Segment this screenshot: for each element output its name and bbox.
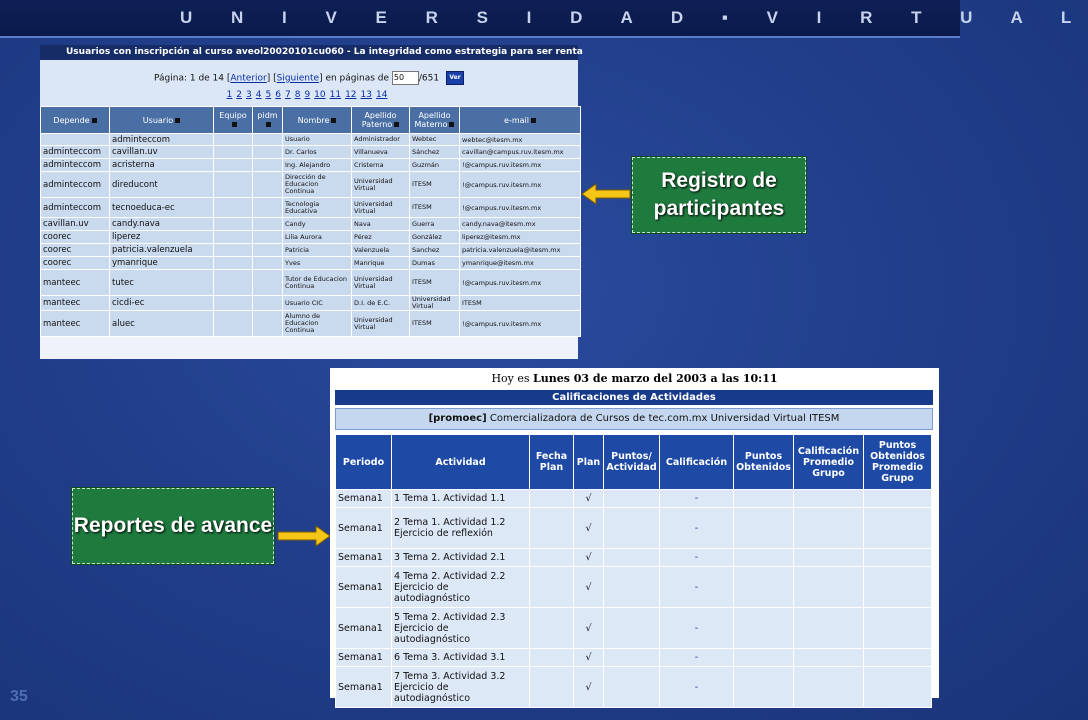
col-nombre[interactable]: Nombre	[283, 107, 352, 134]
cell-paterno: Manrique	[352, 257, 410, 270]
next-link[interactable]: Siguiente	[276, 73, 320, 84]
cell-depende: manteec	[41, 311, 110, 337]
page-link[interactable]: 7	[284, 90, 291, 100]
cell-equipo	[214, 270, 253, 296]
cell-depende: coorec	[41, 257, 110, 270]
calificacion-cell[interactable]: -	[660, 508, 734, 549]
cell-materno: Webtec	[410, 134, 460, 146]
cell-materno: González	[410, 231, 460, 244]
page-link[interactable]: 1	[226, 90, 233, 100]
puntos-obtenidos-cell	[734, 508, 794, 549]
cell-equipo	[214, 311, 253, 337]
page-link[interactable]: 4	[255, 90, 262, 100]
cell-depende	[41, 134, 110, 146]
calif-promedio-cell	[794, 490, 864, 508]
cell-equipo	[214, 231, 253, 244]
calificacion-cell[interactable]: -	[660, 567, 734, 608]
page-link[interactable]: 13	[360, 90, 372, 100]
page-link[interactable]: 2	[236, 90, 243, 100]
cell-email: !@campus.ruv.itesm.mx	[460, 198, 581, 218]
grades-table	[335, 434, 932, 708]
cell-usuario: patricia.valenzuela	[110, 244, 214, 257]
registration-header: Usuarios con inscripción al curso aveol20020101cu060 - La integridad como estrategia para ser renta	[40, 45, 578, 60]
cell-equipo	[214, 296, 253, 311]
periodo-cell: Semana1	[336, 490, 392, 508]
cell-nombre: Alumno de Educacion Continua	[283, 311, 352, 337]
cell-usuario: acristerna	[110, 159, 214, 172]
per-page-input[interactable]: 50	[392, 71, 419, 85]
cell-nombre: Usuario CIC	[283, 296, 352, 311]
cell-materno: Sánchez	[410, 146, 460, 159]
cell-pidm	[253, 296, 283, 311]
reports-panel	[330, 368, 939, 704]
puntos-obtenidos-cell	[734, 649, 794, 667]
slide-number: 35	[10, 688, 28, 705]
cell-nombre: Tecnologia Educativa	[283, 198, 352, 218]
periodo-cell: Semana1	[336, 608, 392, 649]
table-row[interactable]	[41, 244, 581, 257]
page-link[interactable]: 6	[275, 90, 281, 100]
page-link[interactable]: 3	[246, 90, 252, 100]
cell-paterno: Universidad Virtual	[352, 270, 410, 296]
cell-equipo	[214, 218, 253, 231]
fecha-plan-cell	[530, 549, 574, 567]
grades-table-header	[336, 435, 932, 490]
fecha-plan-cell	[530, 608, 574, 649]
table-row[interactable]	[41, 296, 581, 311]
sort-icon[interactable]	[266, 122, 271, 127]
cell-materno: Dumas	[410, 257, 460, 270]
puntos-promedio-cell	[864, 608, 932, 649]
periodo-cell: Semana1	[336, 567, 392, 608]
col-paterno[interactable]: Apellido Paterno	[352, 107, 410, 134]
cell-usuario: tutec	[110, 270, 214, 296]
cell-equipo	[214, 257, 253, 270]
cell-materno: ITESM	[410, 311, 460, 337]
cell-depende: coorec	[41, 244, 110, 257]
col-usuario[interactable]: Usuario	[110, 107, 214, 134]
calificacion-cell[interactable]: -	[660, 608, 734, 649]
puntos-promedio-cell	[864, 649, 932, 667]
registration-panel	[40, 45, 583, 359]
calif-promedio-cell	[794, 667, 864, 708]
fecha-plan-cell	[530, 667, 574, 708]
cell-usuario: cavillan.uv	[110, 146, 214, 159]
table-row[interactable]	[41, 172, 581, 198]
cell-nombre: Patricia	[283, 244, 352, 257]
cell-usuario: cicdi-ec	[110, 296, 214, 311]
periodo-cell: Semana1	[336, 549, 392, 567]
page-label: Página: 1 de 14 [	[154, 73, 231, 84]
col-equipo[interactable]: Equipo	[214, 107, 253, 134]
table-row[interactable]	[41, 311, 581, 337]
cell-email: !@campus.ruv.itesm.mx	[460, 311, 581, 337]
callout-registro: Registro de participantes	[632, 157, 806, 233]
puntos-promedio-cell	[864, 508, 932, 549]
cell-pidm	[253, 270, 283, 296]
activity-cell: 5 Tema 2. Actividad 2.3 Ejercicio de autodiagnóstico	[392, 608, 530, 649]
plan-check-icon: √	[574, 549, 604, 567]
table-row[interactable]	[41, 218, 581, 231]
cell-equipo	[214, 172, 253, 198]
cell-nombre: Ing. Alejandro	[283, 159, 352, 172]
reports-header: Calificaciones de Actividades	[335, 390, 933, 405]
table-row[interactable]	[41, 257, 581, 270]
col-header: Actividad	[392, 435, 530, 490]
cell-usuario: liperez	[110, 231, 214, 244]
cell-paterno: Universidad Virtual	[352, 198, 410, 218]
periodo-cell: Semana1	[336, 667, 392, 708]
periodo-cell: Semana1	[336, 508, 392, 549]
puntos-cell	[604, 549, 660, 567]
fecha-plan-cell	[530, 490, 574, 508]
activity-cell: 7 Tema 3. Actividad 3.2 Ejercicio de autodiagnóstico	[392, 667, 530, 708]
puntos-cell	[604, 649, 660, 667]
plan-check-icon: √	[574, 567, 604, 608]
sort-icon[interactable]	[449, 122, 454, 127]
total-count: /651	[418, 73, 440, 84]
puntos-cell	[604, 490, 660, 508]
calificacion-cell[interactable]: -	[660, 549, 734, 567]
cell-email: candy.nava@itesm.mx	[460, 218, 581, 231]
col-pidm[interactable]: pidm	[253, 107, 283, 134]
arrow-left-icon	[580, 180, 632, 208]
cell-depende: adminteccom	[41, 172, 110, 198]
puntos-obtenidos-cell	[734, 549, 794, 567]
cell-email: !@campus.ruv.itesm.mx	[460, 172, 581, 198]
cell-email: !@campus.ruv.itesm.mx	[460, 270, 581, 296]
cell-materno: Guerra	[410, 218, 460, 231]
puntos-promedio-cell	[864, 667, 932, 708]
cell-nombre: Dr. Carlos	[283, 146, 352, 159]
col-header: Calificación	[660, 435, 734, 490]
fecha-plan-cell	[530, 649, 574, 667]
cell-email: !@campus.ruv.itesm.mx	[460, 159, 581, 172]
table-row	[336, 649, 932, 667]
table-row[interactable]	[41, 198, 581, 218]
cell-paterno: Villanueva	[352, 146, 410, 159]
fecha-plan-cell	[530, 567, 574, 608]
puntos-cell	[604, 567, 660, 608]
cell-nombre: Tutor de Educacion Continua	[283, 270, 352, 296]
plan-check-icon: √	[574, 490, 604, 508]
col-depende[interactable]: Depende	[41, 107, 110, 134]
puntos-promedio-cell	[864, 549, 932, 567]
activity-cell: 1 Tema 1. Actividad 1.1	[392, 490, 530, 508]
cell-pidm	[253, 172, 283, 198]
calificacion-cell[interactable]: -	[660, 667, 734, 708]
puntos-cell	[604, 508, 660, 549]
col-email[interactable]: e-mail	[460, 107, 581, 134]
col-header: Puntos Obtenidos Promedio Grupo	[864, 435, 932, 490]
table-row	[336, 567, 932, 608]
col-header: Fecha Plan	[530, 435, 574, 490]
callout-reportes: Reportes de avance	[72, 488, 274, 564]
cell-pidm	[253, 146, 283, 159]
arrow-right-icon	[276, 522, 332, 550]
sort-icon[interactable]	[531, 118, 536, 123]
cell-usuario: candy.nava	[110, 218, 214, 231]
calif-promedio-cell	[794, 549, 864, 567]
cell-equipo	[214, 134, 253, 146]
page-link[interactable]: 8	[294, 90, 301, 100]
cell-pidm	[253, 134, 283, 146]
cell-equipo	[214, 146, 253, 159]
activity-cell: 3 Tema 2. Actividad 2.1	[392, 549, 530, 567]
plan-check-icon: √	[574, 508, 604, 549]
table-row[interactable]	[41, 146, 581, 159]
prev-link[interactable]: Anterior	[230, 73, 267, 84]
puntos-obtenidos-cell	[734, 567, 794, 608]
activity-cell: 4 Tema 2. Actividad 2.2 Ejercicio de autodiagnóstico	[392, 567, 530, 608]
fecha-plan-cell	[530, 508, 574, 549]
activity-cell: 2 Tema 1. Actividad 1.2 Ejercicio de reflexión	[392, 508, 530, 549]
cell-usuario: ymanrique	[110, 257, 214, 270]
puntos-obtenidos-cell	[734, 667, 794, 708]
cell-paterno: D.I. de E.C.	[352, 296, 410, 311]
calificacion-cell[interactable]: -	[660, 490, 734, 508]
col-header: Plan	[574, 435, 604, 490]
pager-controls	[40, 71, 578, 85]
puntos-cell	[604, 667, 660, 708]
cell-usuario: adminteccom	[110, 134, 214, 146]
cell-paterno: Universidad Virtual	[352, 172, 410, 198]
cell-paterno: Valenzuela	[352, 244, 410, 257]
col-header: Puntos/ Actividad	[604, 435, 660, 490]
cell-pidm	[253, 311, 283, 337]
page-link[interactable]: 9	[304, 90, 311, 100]
table-row	[336, 608, 932, 649]
calif-promedio-cell	[794, 508, 864, 549]
table-row	[336, 490, 932, 508]
cell-email: ITESM	[460, 296, 581, 311]
col-header: Calificación Promedio Grupo	[794, 435, 864, 490]
cell-paterno: Universidad Virtual	[352, 311, 410, 337]
puntos-promedio-cell	[864, 490, 932, 508]
cell-nombre: Lilia Aurora	[283, 231, 352, 244]
cell-pidm	[253, 198, 283, 218]
course-header: [promoec] Comercializadora de Cursos de tec.com.mx Universidad Virtual ITESM	[335, 408, 933, 430]
cell-nombre: Yves	[283, 257, 352, 270]
cell-equipo	[214, 198, 253, 218]
cell-pidm	[253, 159, 283, 172]
cell-depende: coorec	[41, 231, 110, 244]
cell-paterno: Cristerna	[352, 159, 410, 172]
cell-email: cavillan@campus.ruv.itesm.mx	[460, 146, 581, 159]
pager	[40, 60, 578, 106]
cell-email: liperez@itesm.mx	[460, 231, 581, 244]
cell-equipo	[214, 244, 253, 257]
cell-materno: ITESM	[410, 198, 460, 218]
cell-nombre: Candy	[283, 218, 352, 231]
calif-promedio-cell	[794, 567, 864, 608]
page-link[interactable]: 11	[329, 90, 342, 100]
col-materno[interactable]: Apellido Materno	[410, 107, 460, 134]
table-row[interactable]	[41, 159, 581, 172]
cell-pidm	[253, 218, 283, 231]
per-page-label: ] en páginas de	[319, 73, 390, 84]
users-table-header	[41, 107, 581, 134]
cell-materno: ITESM	[410, 172, 460, 198]
plan-check-icon: √	[574, 667, 604, 708]
page-link[interactable]: 12	[345, 90, 357, 100]
cell-email: ymanrique@itesm.mx	[460, 257, 581, 270]
ver-button[interactable]: Ver	[446, 71, 464, 85]
page-link[interactable]: 5	[265, 90, 272, 100]
table-row	[336, 667, 932, 708]
puntos-obtenidos-cell	[734, 490, 794, 508]
table-row[interactable]	[41, 231, 581, 244]
calif-promedio-cell	[794, 649, 864, 667]
cell-depende: adminteccom	[41, 159, 110, 172]
cell-depende: adminteccom	[41, 146, 110, 159]
banner-title: U N I V E R S I D A D ▪ V I R T U A L	[180, 8, 1088, 27]
cell-materno: ITESM	[410, 270, 460, 296]
cell-depende: cavillan.uv	[41, 218, 110, 231]
cell-materno: Universidad Virtual	[410, 296, 460, 311]
page-links	[40, 90, 578, 100]
cell-depende: manteec	[41, 270, 110, 296]
plan-check-icon: √	[574, 608, 604, 649]
col-header: Puntos Obtenidos	[734, 435, 794, 490]
cell-nombre: Usuario	[283, 134, 352, 146]
cell-depende: manteec	[41, 296, 110, 311]
calificacion-cell[interactable]: -	[660, 649, 734, 667]
sort-icon[interactable]	[394, 122, 399, 127]
top-banner	[0, 0, 1088, 38]
periodo-cell: Semana1	[336, 649, 392, 667]
cell-email: webtec@itesm.mx	[460, 134, 581, 146]
table-row	[336, 549, 932, 567]
table-row	[336, 508, 932, 549]
table-row[interactable]	[41, 270, 581, 296]
cell-materno: Sanchez	[410, 244, 460, 257]
cell-paterno: Nava	[352, 218, 410, 231]
plan-check-icon: √	[574, 649, 604, 667]
page-link[interactable]: 14	[375, 90, 388, 100]
page-link[interactable]: 10	[314, 90, 326, 100]
cell-usuario: aluec	[110, 311, 214, 337]
col-header: Periodo	[336, 435, 392, 490]
cell-usuario: direducont	[110, 172, 214, 198]
cell-depende: adminteccom	[41, 198, 110, 218]
cell-paterno: Pérez	[352, 231, 410, 244]
cell-usuario: tecnoeduca-ec	[110, 198, 214, 218]
pager-separator: ] [	[266, 73, 277, 84]
cell-materno: Guzmán	[410, 159, 460, 172]
cell-pidm	[253, 244, 283, 257]
sort-icon[interactable]	[92, 118, 97, 123]
cell-pidm	[253, 257, 283, 270]
cell-nombre: Dirección de Educacion Continua	[283, 172, 352, 198]
table-row[interactable]	[41, 134, 581, 146]
puntos-obtenidos-cell	[734, 608, 794, 649]
puntos-cell	[604, 608, 660, 649]
puntos-promedio-cell	[864, 567, 932, 608]
cell-pidm	[253, 231, 283, 244]
sort-icon[interactable]	[175, 118, 180, 123]
cell-email: patricia.valenzuela@itesm.mx	[460, 244, 581, 257]
calif-promedio-cell	[794, 608, 864, 649]
date-line: Hoy es Lunes 03 de marzo del 2003 a las 10:11	[491, 372, 778, 385]
cell-paterno: Administrador	[352, 134, 410, 146]
users-table	[40, 106, 581, 337]
sort-icon[interactable]	[232, 122, 237, 127]
activity-cell: 6 Tema 3. Actividad 3.1	[392, 649, 530, 667]
sort-icon[interactable]	[331, 118, 336, 123]
cell-equipo	[214, 159, 253, 172]
